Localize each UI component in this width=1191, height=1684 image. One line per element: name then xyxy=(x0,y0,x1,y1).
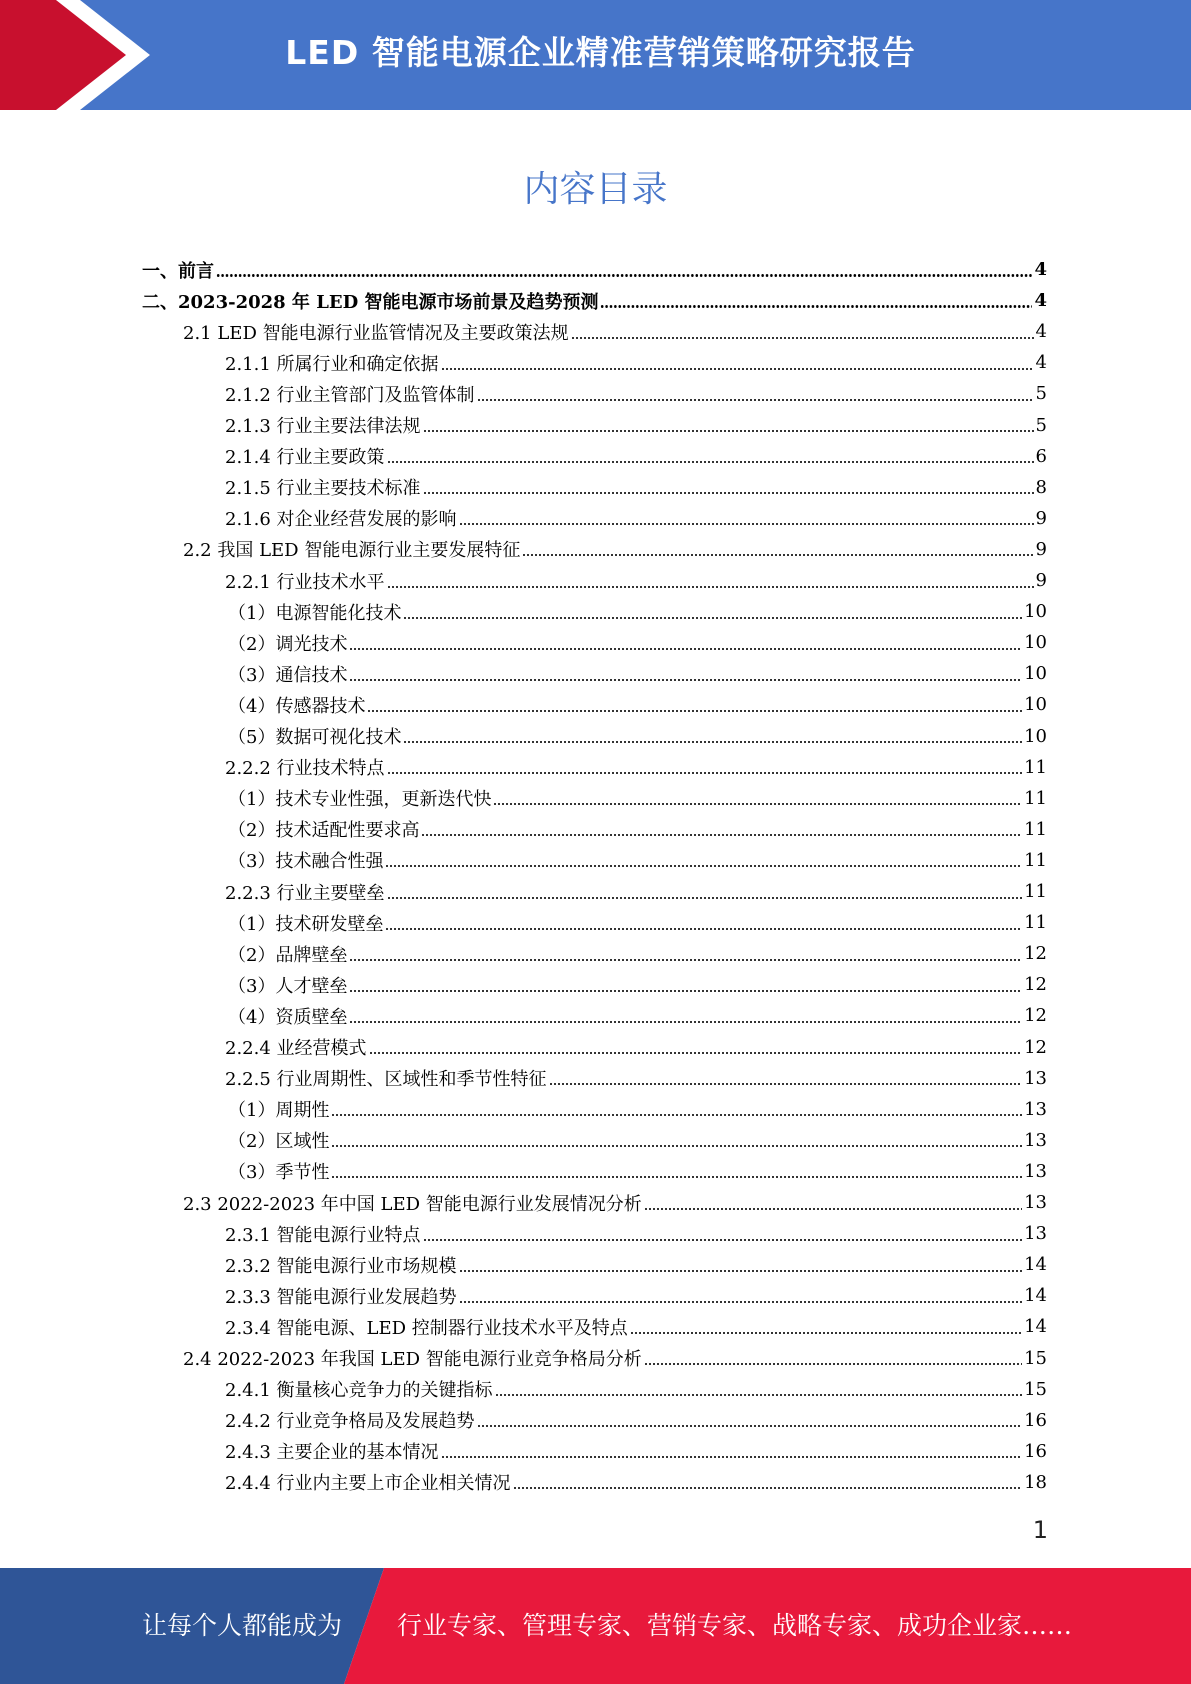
toc-entry-title: 2.4 2022-2023 年我国 LED 智能电源行业竞争格局分析 xyxy=(183,1349,642,1370)
toc-entry-page: 9 xyxy=(1035,538,1047,560)
toc-entry-page: 14 xyxy=(1024,1316,1047,1338)
toc-dot-leader xyxy=(423,1239,1023,1241)
toc-entry-title: （2）品牌壁垒 xyxy=(228,944,348,966)
toc-entry-page: 12 xyxy=(1024,974,1047,996)
toc-entry-page: 15 xyxy=(1024,1347,1047,1369)
report-header xyxy=(0,0,1191,110)
toc-entry-page: 10 xyxy=(1024,694,1047,716)
toc-dot-leader xyxy=(522,554,1033,556)
toc-entry-title: （1）技术研发壁垒 xyxy=(228,913,384,935)
toc-dot-leader xyxy=(549,1083,1023,1085)
page-number: 1 xyxy=(1032,1516,1048,1544)
toc-entry-page: 12 xyxy=(1024,1036,1047,1058)
toc-dot-leader xyxy=(423,430,1034,432)
report-footer xyxy=(0,1568,1191,1684)
toc-entry-title: 2.2 我国 LED 智能电源行业主要发展特征 xyxy=(183,540,521,562)
toc-entry-title: 二、2023-2028 年 LED 智能电源市场前景及趋势预测 xyxy=(142,291,599,313)
toc-entry-title: （4）传感器技术 xyxy=(228,695,366,717)
toc-entry[interactable] xyxy=(228,814,1047,845)
toc-entry-title: 一、前言 xyxy=(142,260,214,282)
toc-entry-title: 2.1.2 行业主管部门及监管体制 xyxy=(225,384,475,406)
toc-entry-title: （1）周期性 xyxy=(228,1100,330,1122)
toc-entry-title: 2.4.1 衡量核心竞争力的关键指标 xyxy=(225,1380,493,1402)
toc-entry[interactable] xyxy=(228,1156,1047,1187)
page-title: 内容目录 xyxy=(523,169,668,210)
toc-dot-leader xyxy=(387,897,1023,899)
toc-dot-leader xyxy=(369,1052,1023,1054)
toc-dot-leader xyxy=(493,803,1022,805)
toc-entry-title: （3）技术融合性强 xyxy=(228,851,384,873)
toc-dot-leader xyxy=(387,772,1023,774)
toc-entry[interactable] xyxy=(225,1467,1047,1498)
toc-dot-leader xyxy=(571,337,1034,339)
toc-dot-leader xyxy=(403,617,1022,619)
toc-dot-leader xyxy=(403,741,1022,743)
toc-entry[interactable] xyxy=(225,1218,1047,1249)
toc-entry[interactable] xyxy=(225,472,1047,503)
toc-entry-title: （3）通信技术 xyxy=(228,664,348,686)
toc-entry[interactable] xyxy=(228,938,1047,969)
toc-dot-leader xyxy=(367,710,1022,712)
toc-dot-leader xyxy=(349,679,1022,681)
toc-entry[interactable] xyxy=(228,658,1047,689)
toc-entry[interactable] xyxy=(225,1249,1047,1280)
toc-entry[interactable] xyxy=(225,876,1047,907)
toc-entry-title: （2）区域性 xyxy=(228,1131,330,1153)
toc-dot-leader xyxy=(441,1456,1023,1458)
toc-entry-page: 12 xyxy=(1024,1005,1047,1027)
toc-dot-leader xyxy=(331,1114,1022,1116)
toc-entry-page: 11 xyxy=(1024,787,1047,809)
toc-entry[interactable] xyxy=(225,1405,1047,1436)
toc-entry-title: （4）资质壁垒 xyxy=(228,1006,348,1028)
toc-entry-page: 9 xyxy=(1035,570,1047,591)
toc-entry-page: 10 xyxy=(1024,601,1047,623)
toc-entry-title: 2.1.4 行业主要政策 xyxy=(225,447,385,469)
toc-entry-page: 13 xyxy=(1024,1192,1047,1213)
toc-entry-title: 2.2.3 行业主要壁垒 xyxy=(225,882,385,904)
toc-entry[interactable] xyxy=(225,1311,1047,1342)
toc-entry[interactable] xyxy=(228,627,1047,658)
toc-entry-title: 2.3.4 智能电源、LED 控制器行业技术水平及特点 xyxy=(225,1317,628,1339)
toc-entry[interactable] xyxy=(142,254,1047,285)
toc-dot-leader xyxy=(423,492,1034,494)
toc-entry[interactable] xyxy=(183,1343,1047,1374)
toc-entry-page: 11 xyxy=(1024,756,1047,778)
toc-entry-page: 13 xyxy=(1024,1160,1047,1182)
toc-entry[interactable] xyxy=(225,752,1047,783)
toc-dot-leader xyxy=(513,1487,1023,1489)
toc-dot-leader xyxy=(600,305,1032,308)
toc-entry-title: 2.1.5 行业主要技术标准 xyxy=(225,478,421,500)
toc-dot-leader xyxy=(477,1425,1023,1427)
toc-dot-leader xyxy=(387,461,1034,463)
toc-dot-leader xyxy=(459,523,1034,525)
toc-entry-page: 4 xyxy=(1034,259,1047,280)
toc-entry-title: 2.1.3 行业主要法律法规 xyxy=(225,416,421,437)
toc-dot-leader xyxy=(495,1394,1023,1396)
toc-entry[interactable] xyxy=(183,1187,1047,1218)
toc-entry-title: 2.1.6 对企业经营发展的影响 xyxy=(225,509,457,531)
toc-entry[interactable] xyxy=(228,689,1047,720)
toc-entry-page: 4 xyxy=(1034,290,1047,312)
toc-entry-page: 18 xyxy=(1024,1471,1047,1493)
toc-entry-title: 2.2.1 行业技术水平 xyxy=(225,571,385,593)
toc-entry-title: 2.2.5 行业周期性、区域性和季节性特征 xyxy=(225,1069,547,1091)
toc-entry-page: 5 xyxy=(1035,383,1047,405)
toc-entry[interactable] xyxy=(225,1063,1047,1094)
toc-entry[interactable] xyxy=(228,783,1047,814)
toc-entry-title: （2）技术适配性要求高 xyxy=(228,820,420,842)
toc-entry-page: 11 xyxy=(1024,881,1047,902)
toc-entry-page: 14 xyxy=(1024,1285,1047,1307)
toc-entry-page: 13 xyxy=(1024,1129,1047,1151)
toc-entry-title: 2.1.1 所属行业和确定依据 xyxy=(225,353,439,375)
toc-dot-leader xyxy=(349,959,1022,961)
toc-dot-leader xyxy=(385,865,1022,867)
toc-entry[interactable] xyxy=(225,503,1047,534)
toc-entry-title: 2.2.4 业经营模式 xyxy=(225,1038,367,1059)
toc-entry[interactable] xyxy=(225,378,1047,409)
toc-dot-leader xyxy=(349,648,1022,650)
toc-entry[interactable] xyxy=(228,1000,1047,1031)
toc-dot-leader xyxy=(385,928,1022,930)
footer-slogan-right: 行业专家、管理专家、营销专家、战略专家、成功企业家…… xyxy=(397,1611,1073,1640)
toc-entry-page: 16 xyxy=(1024,1440,1047,1462)
toc-entry[interactable] xyxy=(228,907,1047,938)
toc-dot-leader xyxy=(349,1021,1022,1023)
toc-entry-page: 10 xyxy=(1024,663,1047,685)
toc-entry-page: 9 xyxy=(1035,507,1047,529)
toc-entry-page: 4 xyxy=(1035,321,1047,343)
toc-entry-page: 11 xyxy=(1024,818,1047,840)
toc-entry[interactable] xyxy=(228,596,1047,627)
toc-entry[interactable] xyxy=(225,441,1047,472)
toc-entry-title: 2.3.3 智能电源行业发展趋势 xyxy=(225,1286,457,1308)
toc-entry-page: 13 xyxy=(1024,1067,1047,1089)
toc-entry[interactable] xyxy=(225,410,1047,441)
toc-entry-title: （2）调光技术 xyxy=(228,633,348,655)
toc-entry-page: 13 xyxy=(1024,1223,1047,1245)
toc-entry[interactable] xyxy=(225,565,1047,596)
toc-entry-title: 2.1 LED 智能电源行业监管情况及主要政策法规 xyxy=(183,322,569,344)
toc-entry-page: 14 xyxy=(1024,1254,1047,1276)
toc-entry[interactable] xyxy=(225,1032,1047,1063)
toc-entry-page: 11 xyxy=(1024,912,1047,934)
toc-dot-leader xyxy=(331,1176,1022,1178)
toc-entry-page: 15 xyxy=(1024,1378,1047,1400)
toc-entry-page: 16 xyxy=(1024,1409,1047,1431)
toc-entry-title: 2.4.2 行业竞争格局及发展趋势 xyxy=(225,1411,475,1433)
toc-entry-page: 10 xyxy=(1024,725,1047,747)
toc-dot-leader xyxy=(459,1270,1023,1272)
toc-entry[interactable] xyxy=(142,285,1047,316)
toc-entry-page: 13 xyxy=(1024,1098,1047,1120)
toc-entry[interactable] xyxy=(228,1094,1047,1125)
toc-dot-leader xyxy=(459,1301,1023,1303)
toc-entry-title: 2.3.1 智能电源行业特点 xyxy=(225,1224,421,1246)
toc-entry-title: 2.2.2 行业技术特点 xyxy=(225,758,385,780)
toc-entry[interactable] xyxy=(228,845,1047,876)
toc-entry-title: （5）数据可视化技术 xyxy=(228,727,402,748)
toc-entry[interactable] xyxy=(228,721,1047,752)
toc-entry[interactable] xyxy=(228,1125,1047,1156)
toc-entry-page: 6 xyxy=(1035,445,1047,467)
toc-entry-page: 8 xyxy=(1035,476,1047,498)
toc-entry-title: （1）技术专业性强，更新迭代快 xyxy=(228,789,492,811)
report-title: LED 智能电源企业精准营销策略研究报告 xyxy=(285,33,916,72)
toc-entry[interactable] xyxy=(225,1280,1047,1311)
toc-dot-leader xyxy=(644,1208,1022,1210)
toc-dot-leader xyxy=(216,274,1032,277)
toc-dot-leader xyxy=(349,990,1022,992)
toc-dot-leader xyxy=(644,1363,1022,1365)
toc-entry[interactable] xyxy=(225,1436,1047,1467)
toc-entry-title: 2.4.4 行业内主要上市企业相关情况 xyxy=(225,1473,511,1495)
toc-entry[interactable] xyxy=(183,316,1047,347)
toc-entry-title: （3）人才壁垒 xyxy=(228,975,348,997)
toc-dot-leader xyxy=(630,1332,1022,1334)
footer-slogan-left: 让每个人都能成为 xyxy=(142,1611,343,1640)
toc-entry-title: （1）电源智能化技术 xyxy=(228,602,402,624)
toc-entry-page: 5 xyxy=(1035,414,1047,436)
toc-entry-page: 4 xyxy=(1035,352,1047,374)
toc-entry-page: 12 xyxy=(1024,943,1047,965)
toc-dot-leader xyxy=(387,586,1034,588)
toc-entry-page: 11 xyxy=(1024,849,1047,871)
toc-dot-leader xyxy=(441,368,1034,370)
toc-entry-title: 2.3.2 智能电源行业市场规模 xyxy=(225,1255,457,1277)
toc-entry-page: 10 xyxy=(1024,632,1047,654)
toc-dot-leader xyxy=(331,1145,1022,1147)
toc-entry-title: （3）季节性 xyxy=(228,1162,330,1184)
toc-dot-leader xyxy=(477,399,1034,401)
toc-entry-title: 2.4.3 主要企业的基本情况 xyxy=(225,1442,439,1464)
toc-dot-leader xyxy=(421,834,1022,836)
toc-entry[interactable] xyxy=(228,969,1047,1000)
toc-entry-title: 2.3 2022-2023 年中国 LED 智能电源行业发展情况分析 xyxy=(183,1193,642,1215)
toc-entry[interactable] xyxy=(225,1374,1047,1405)
toc-entry[interactable] xyxy=(183,534,1047,565)
toc-entry[interactable] xyxy=(225,347,1047,378)
